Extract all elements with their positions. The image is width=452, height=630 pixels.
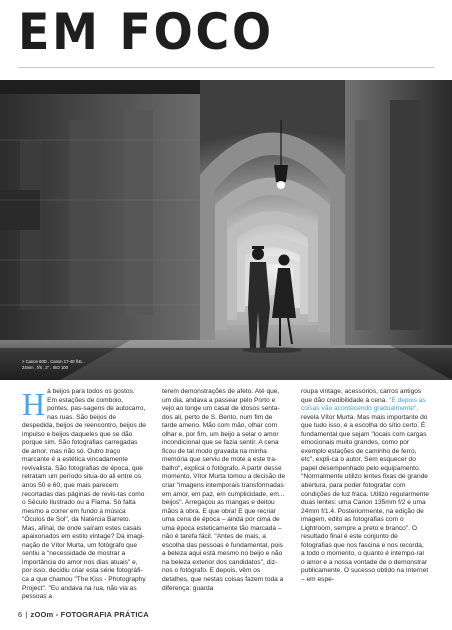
main-photo (0, 80, 452, 380)
photo-couple-under-arches-icon (0, 80, 452, 380)
article-column-1 (22, 388, 146, 602)
highlight-quote: "E depois as coisas vão acontecendo gradualmente", (301, 396, 426, 413)
footer-separator: | (25, 610, 28, 619)
column-2-text: terem demonstrações de afeto. Até que, um dia, andava a passear pelo Porto e vejo ao longe um casal de idosos senta-dos ali, perto de S. Bento, num fim de tarde ameno. Mão com mão, olhar com olhar e, por fim, um beijo a selar o amor incondicional que se fazia sentir. A cena ficou de tal modo gravada na minha memória que serviu de mote a este tra-balho", explica o fotógrafo. A partir desse momento, Vítor Murta tomou a decisão de criar "imagens intemporais transformadas em amor, em paz, em cumplicidade, em... beijos". Arregaçou as mangas e deitou mãos à obra. E que obra! E que recriar uma cena de época – ainda por cima de uma época esteticamente tão marcada – não é tarefa fácil. "Antes de mais, a escolha das pessoas é fundamental, pois a beleza aqui está mesmo no beijo e não na beleza exterior dos candidatos", diz-nos o fotógrafo. E depois, vêm os detalhes, que nestas coisas fazem toda a diferença: guarda (162, 388, 286, 592)
column-3-text-a: roupa vintage, acessórios, carros antigos que dão credibilidade à cena. (301, 388, 422, 404)
article-column-2 (162, 388, 286, 593)
page-number: 6 (18, 610, 23, 619)
page-footer (18, 610, 149, 619)
column-1-text: á beijos para todos os gostos. Em estações de comboio, pontes, pas-sagens de autocarro, nas ruas. São beijos de despedida, beijos de reencontro, beijos de impulso e beijos daqueles que se dão porque sim. São fotografias carregadas de amor, mas não só. Outro traço marcante é a estética vincadamente revivalista. São fotografias de época, que retratam um período situa-do ali entre os anos 50 e 60, que mais parecem recortadas das páginas de revis-tas como o Século Ilustrado ou a Flama. Só falta mesmo a correr em fundo a música "Óculos de Sol", da Natércia Barreto. Mas, afinal, de onde saíram estes casais apaixonados em estilo vintage? Da imagi-nação de Vítor Murta, um fotógrafo que sentiu a "necessidade de mostrar a importância do amor nos dias atuais" e, por isso, decidiu criar esta série fotográfi-ca a que chamou "The Kiss - Photography Project". "Eu andava na rua, não via as pessoas a (22, 388, 146, 601)
article-body (0, 388, 452, 603)
article-column-3 (301, 388, 429, 585)
title-divider (18, 67, 434, 68)
page-title: EM FOCO (18, 3, 274, 61)
photo-caption: > Canon 60D . Canon 17-40 f/4L . 24mm , f/8 , 2" , ISO 100 (22, 359, 85, 370)
magazine-name: zOOm - FOTOGRAFIA PRÁTICA (30, 610, 149, 619)
column-3-text-b: revela Vítor Murta. Mas mais importante do que tudo isso, é a escolha do sítio certo. É fundamental que sejam "locais com cargas emocionais muito grandes, como por exemplo estações de caminho de ferro, etc", expli-ca o autor. Sem esquecer do papel desempenhado pelo equipamento. "Normalmente utilizo lentes fixas de grande abertura, para poder fotografar com condições de luz fraca. Utilizo regularmente duas lentes: uma Canon 135mm f/2 e uma 24mm f/1.4. Posteriormente, na edição de imagem, edito as fotografias com o Lightroom, sempre a preto e branco". O resultado final é este conjunto de fotografias que nos fascina e nos recorda, a todo o momento, o quanto é intempo-ral o amor e a nossa vontade de o demonstrar publicamente. O sucesso obtido na Internet – em espe- (301, 413, 429, 584)
drop-cap: H (22, 386, 46, 422)
